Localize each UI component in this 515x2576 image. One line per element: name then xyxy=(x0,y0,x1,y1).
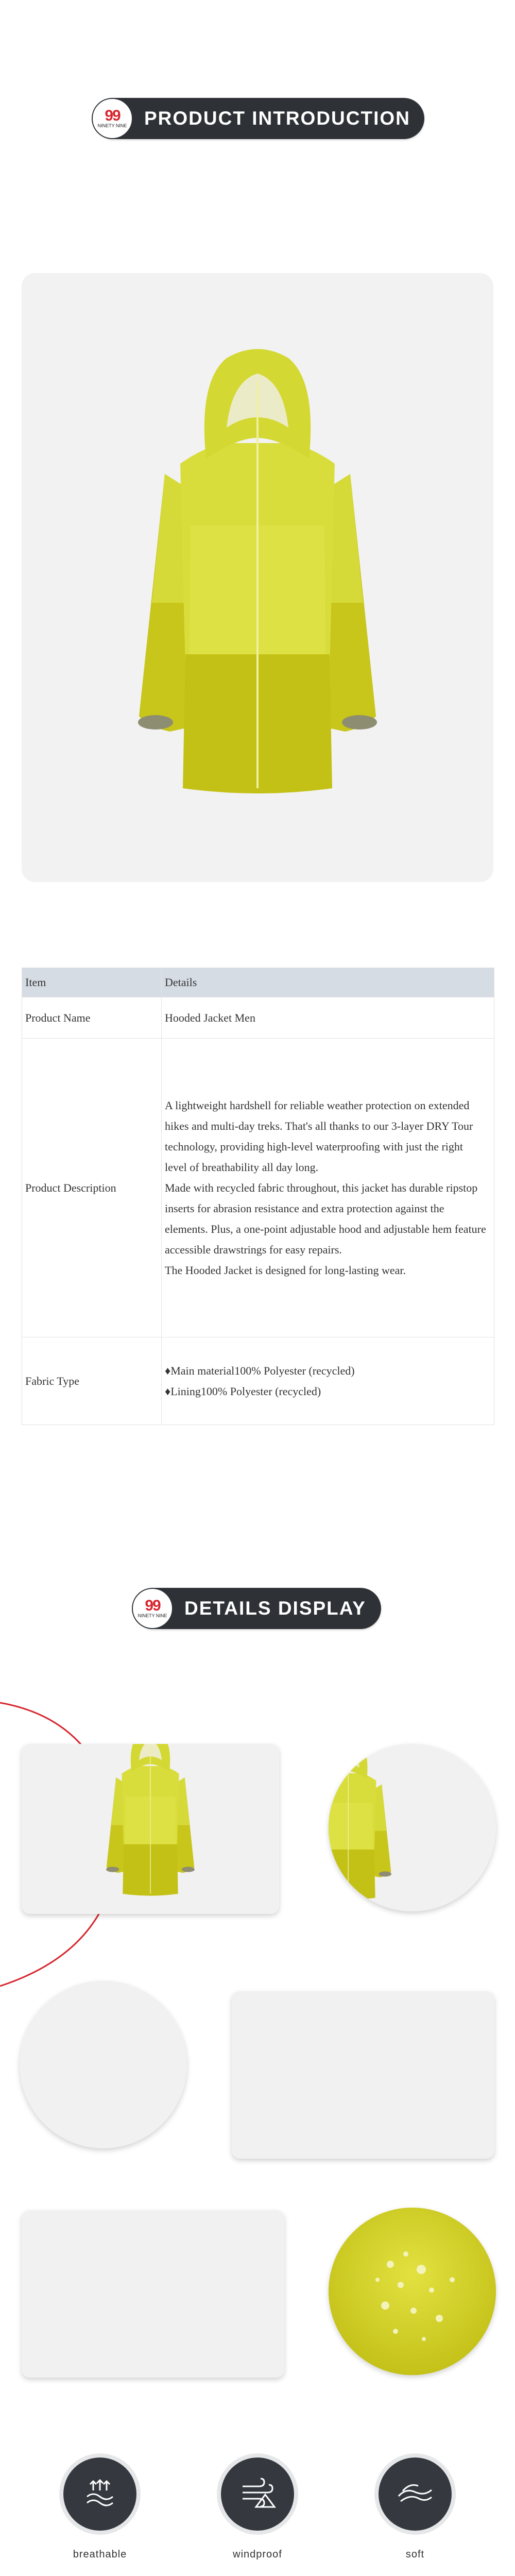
table-row xyxy=(22,1039,494,1337)
fabric-line: ♦Lining100% Polyester (recycled) xyxy=(165,1384,321,1398)
breathable-icon xyxy=(63,2458,136,2531)
brand-logo xyxy=(132,1588,173,1629)
description-paragraph: Made with recycled fabric throughout, this jacket has durable ripstop inserts for abrasion resistance and extra protection against the elements. Plus, a one-point adjustable hood and adjustable hem feature accessible drawstrings for easy repairs. xyxy=(165,1181,486,1256)
jacket-image xyxy=(103,335,412,799)
feature-label: breathable xyxy=(73,2549,127,2560)
description-paragraph: A lightweight hardshell for reliable weather protection on extended hikes and multi-day treks. That's all thanks to our 3-layer DRY Tour technology, providing high-level waterproofing with just the right level of breathability all day long. xyxy=(165,1098,473,1174)
description-paragraph: The Hooded Jacket is designed for long-lasting wear. xyxy=(165,1263,406,1277)
detail-hood-circle xyxy=(329,1744,496,1911)
detail-hood-front xyxy=(22,1744,279,1914)
brand-logo-text: NINETY NINE xyxy=(138,1613,167,1618)
detail-pocket-circle xyxy=(20,1981,187,2148)
feature-label: windproof xyxy=(233,2549,282,2560)
brand-logo-number: 99 xyxy=(105,107,120,124)
table-row xyxy=(22,997,494,1039)
detail-side-panel xyxy=(22,2210,284,2378)
feature-breathable xyxy=(48,2458,151,2561)
detail-chest-zip xyxy=(232,1991,494,2159)
brand-logo-text: NINETY NINE xyxy=(97,123,127,128)
product-introduction-header xyxy=(94,98,424,139)
section-title: DETAILS DISPLAY xyxy=(184,1598,366,1619)
soft-icon xyxy=(379,2458,452,2531)
product-photo xyxy=(22,273,493,882)
table-row xyxy=(22,1337,494,1425)
table-header-row xyxy=(22,968,494,997)
product-spec-table xyxy=(22,968,494,1425)
feature-windproof xyxy=(206,2458,309,2561)
row-label: Product Name xyxy=(22,997,162,1039)
row-value: Hooded Jacket Men xyxy=(162,997,494,1039)
details-display-header xyxy=(134,1588,381,1629)
row-label: Product Description xyxy=(22,1039,162,1337)
feature-soft xyxy=(364,2458,467,2561)
brand-logo xyxy=(92,98,133,139)
fabric-line: ♦Main material100% Polyester (recycled) xyxy=(165,1364,355,1377)
brand-logo-number: 99 xyxy=(145,1597,160,1614)
section-title: PRODUCT INTRODUCTION xyxy=(144,108,410,129)
windproof-icon xyxy=(221,2458,294,2531)
row-label: Fabric Type xyxy=(22,1337,162,1425)
row-value xyxy=(162,1337,494,1425)
table-header-item: Item xyxy=(22,968,162,997)
feature-label: soft xyxy=(405,2549,425,2560)
table-header-details: Details xyxy=(162,968,494,997)
detail-waterproof-fabric xyxy=(329,2208,496,2375)
row-value xyxy=(162,1039,494,1337)
